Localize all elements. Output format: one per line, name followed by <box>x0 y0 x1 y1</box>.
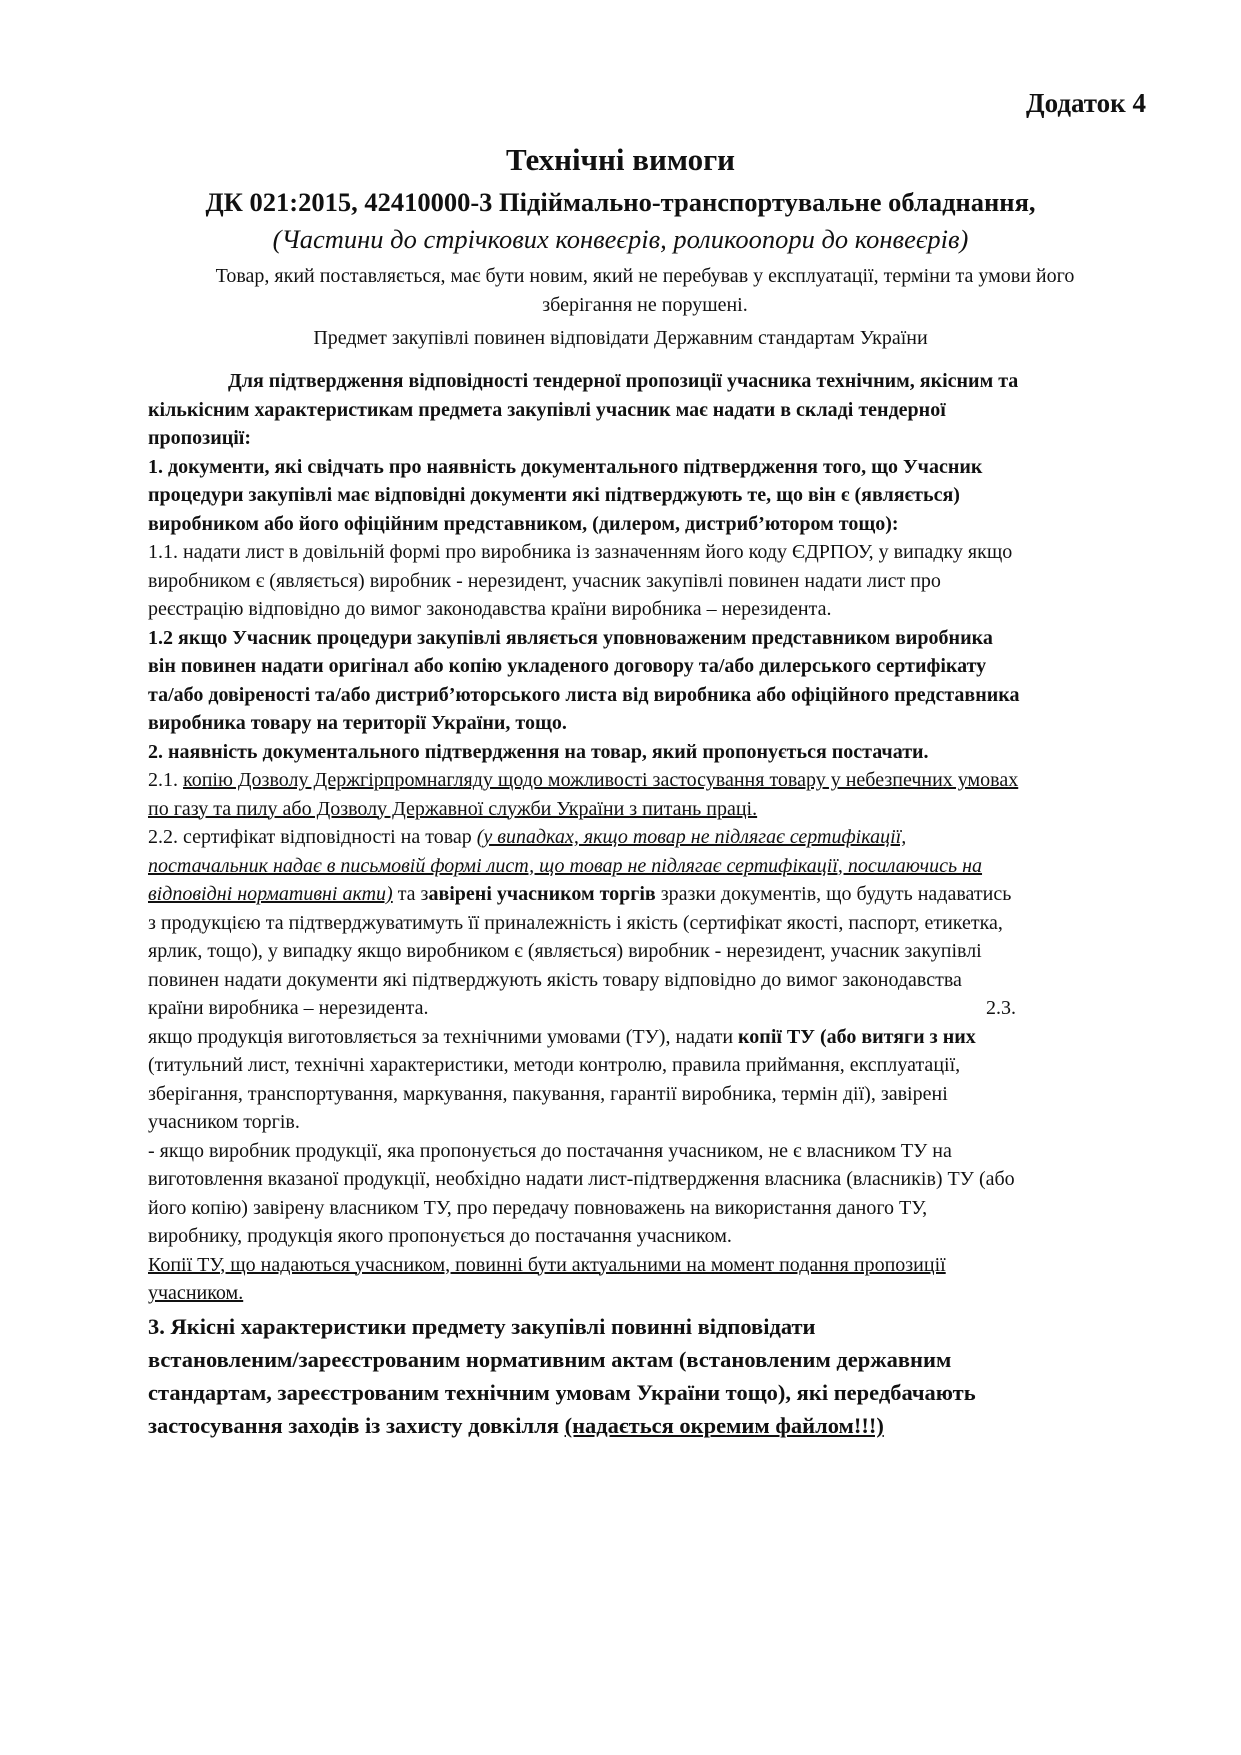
text-line: пропозиції: <box>148 427 252 449</box>
text-fragment: та з <box>392 883 429 905</box>
underlined-text: учасником. <box>148 1282 244 1304</box>
text-line <box>148 1023 1148 1052</box>
document-title: Технічні вимоги <box>505 142 736 177</box>
italic-note: постачальник надає в письмовій формі лист, що товар не підлягає сертифікації, посилаючись на <box>148 854 983 877</box>
parts-subtitle: (Частини до стрічкових конвеєрів, роликоопори до конвеєрів) <box>272 224 969 254</box>
section-3 <box>148 1310 1148 1442</box>
text-line: зберігання, транспортування, маркування, пакування, гарантії виробника, термін дії), завірені <box>148 1082 948 1105</box>
paragraph-2-2 <box>148 823 1148 1023</box>
text-line: виготовлення вказаної продукції, необхідно надати лист-підтвердження власника (власників) ТУ (або <box>148 1168 1015 1190</box>
text-fragment: країни виробника – нерезидента. <box>148 997 429 1019</box>
text-line: реєстрацію відповідно до вимог законодавства країни виробника – нерезидента. <box>148 598 832 620</box>
requirements-body <box>148 367 1148 1308</box>
text-fragment: застосування заходів із захисту довкілля <box>148 1413 565 1438</box>
text-line: повинен надати документи які підтверджують якість товару відповідно до вимог законодавства <box>148 968 962 991</box>
text-line: з продукцією та підтверджуватимуть її приналежність і якість (сертифікат якості, паспорт, етикетка, <box>148 911 1003 934</box>
bold-fragment: авірені учасником торгів <box>428 883 656 905</box>
item-number: 2.1. <box>148 769 183 791</box>
dk-code-heading: ДК 021:2015, 42410000-3 Підіймально-транспортувальне обладнання, <box>205 187 1036 217</box>
text-line: 1.1. надати лист в довільній формі про виробника із зазначенням його коду ЄДРПОУ, у випадку якщо <box>148 541 1013 563</box>
text-line <box>148 880 1148 909</box>
text-line: - якщо виробник продукції, яка пропонується до постачання учасником, не є власником ТУ на <box>148 1139 952 1162</box>
text-line <box>148 1409 1148 1442</box>
paragraph-1-1 <box>148 538 1148 624</box>
text-line: 1. документи, які свідчать про наявність документального підтвердження того, що Учасник <box>148 455 983 478</box>
text-line <box>148 823 1148 852</box>
text-line: виробнику, продукція якого пропонується до постачання учасником. <box>148 1225 732 1247</box>
paragraph-2-4 <box>148 1137 1148 1251</box>
text-line: встановленим/зареєстрованим нормативним актам (встановленим державним <box>148 1347 952 1372</box>
intro-line-1: Товар, який поставляється, має бути новим, який не перебував у експлуатації, терміни та умови його <box>215 265 1075 287</box>
intro-paragraph <box>150 262 1140 319</box>
paragraph-2-5 <box>148 1251 1148 1308</box>
item-prefix: 2.2. сертифікат відповідності на товар <box>148 826 477 848</box>
text-line: стандартам, зареєстрованим технічним умовам України тощо), які передбачають <box>148 1380 976 1405</box>
text-line: кількісним характеристикам предмета закупівлі учасник має надати в складі тендерної <box>148 398 946 421</box>
text-line: 2. наявність документального підтвердження на товар, який пропонується постачати. <box>148 740 929 763</box>
text-line: виробником є (являється) виробник - нерезидент, учасник закупівлі повинен надати лист про <box>148 569 941 592</box>
text-line: виробника товару на території України, тощо. <box>148 712 567 734</box>
standard-line: Предмет закупівлі повинен відповідати Державним стандартам України <box>313 327 928 349</box>
paragraph-1-2 <box>148 624 1148 738</box>
text-line: процедури закупівлі має відповідні документи які підтверджують те, що він є (являється) <box>148 484 960 506</box>
underlined-text: по газу та пилу або Дозволу Державної служби України з питань праці. <box>148 797 758 820</box>
paragraph-confirmation <box>148 367 1148 453</box>
paragraph-2-3 <box>148 1023 1148 1137</box>
text-line <box>148 994 1148 1023</box>
text-line: 3. Якісні характеристики предмету закупівлі повинні відповідати <box>148 1314 816 1339</box>
text-fragment: зразки документів, що будуть надаватись <box>655 883 1012 905</box>
paragraph-1 <box>148 453 1148 539</box>
paragraph-2-1 <box>148 766 1148 823</box>
paragraph-2 <box>148 738 1148 767</box>
text-line: виробником або його офіційним представником, (дилером, дистриб’ютором тощо): <box>148 512 899 535</box>
intro-line-2: зберігання не порушені. <box>542 293 748 316</box>
text-line <box>148 766 1148 795</box>
italic-note: відповідні нормативні акти) <box>148 883 393 905</box>
separate-file-note: (надається окремим файлом!!!) <box>564 1413 884 1438</box>
italic-note: (у випадках, якщо товар не підлягає сертифікації, <box>476 826 907 848</box>
underlined-text: копію Дозволу Держгірпромнагляду щодо можливості застосування товару у небезпечних умовах <box>183 769 1019 791</box>
text-line: Для підтвердження відповідності тендерної пропозиції учасника технічним, якісним та <box>228 370 1019 392</box>
text-line: 1.2 якщо Учасник процедури закупівлі являється уповноваженим представником виробника <box>148 626 993 649</box>
text-line: (титульний лист, технічні характеристики, методи контролю, правила приймання, експлуатації, <box>148 1054 961 1076</box>
text-line: його копію) завірену власником ТУ, про передачу повноважень на використання даного ТУ, <box>148 1196 928 1219</box>
item-number: 2.3. <box>986 997 1016 1019</box>
underlined-text: Копії ТУ, що надаються учасником, повинні бути актуальними на момент подання пропозиції <box>148 1253 946 1276</box>
text-line: ярлик, тощо), у випадку якщо виробником є (являється) виробник - нерезидент, учасник закупівлі <box>148 940 982 962</box>
appendix-label: Додаток 4 <box>1026 88 1146 118</box>
text-line: він повинен надати оригінал або копію укладеного договору та/або дилерського сертифікату <box>148 655 987 677</box>
text-fragment: якщо продукція виготовляється за технічними умовами (ТУ), надати <box>148 1025 739 1048</box>
text-line: учасником торгів. <box>148 1111 300 1133</box>
bold-fragment: копії ТУ (або витяги з них <box>738 1025 976 1048</box>
text-line: та/або довіреності та/або дистриб’юторського листа від виробника або офіційного представника <box>148 683 1020 706</box>
